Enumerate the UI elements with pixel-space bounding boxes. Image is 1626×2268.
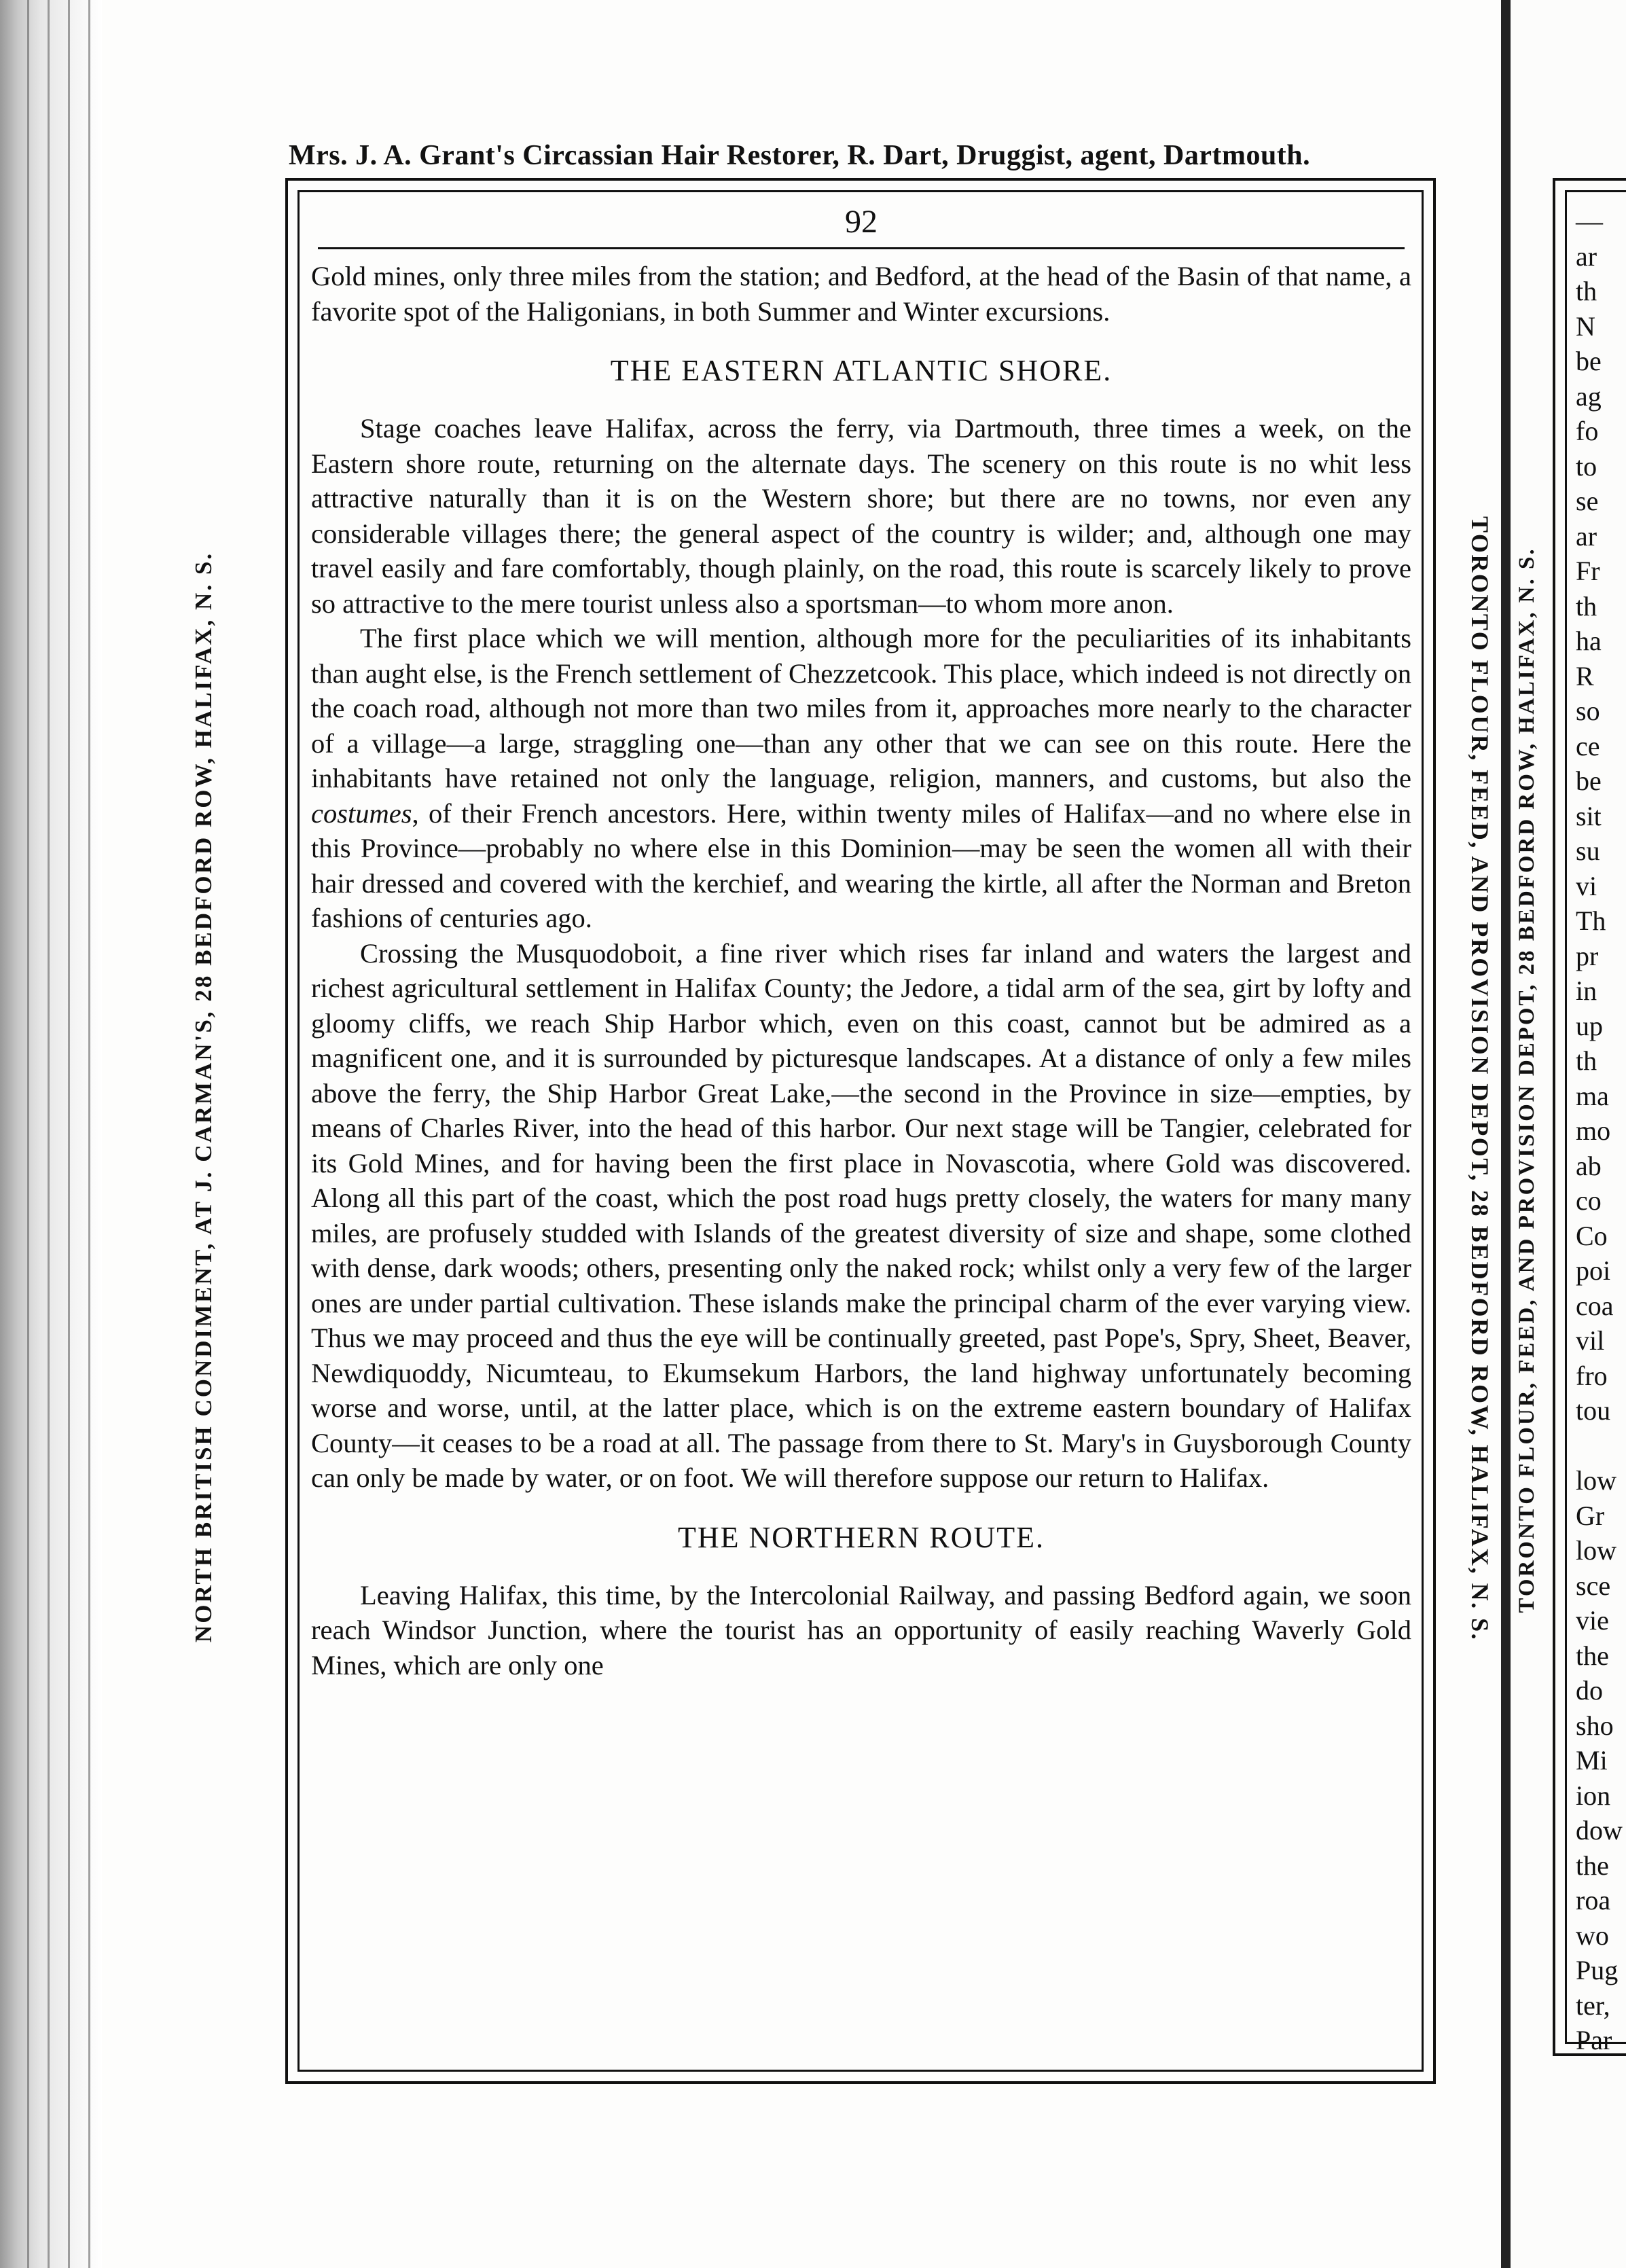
- adjacent-line-fragment: Mi: [1576, 1745, 1608, 1776]
- adjacent-line-fragment: ab: [1576, 1150, 1602, 1181]
- adjacent-line-fragment: in: [1576, 975, 1597, 1006]
- adjacent-line-fragment: sce: [1576, 1570, 1611, 1601]
- adjacent-line-fragment: co: [1576, 1185, 1602, 1216]
- adjacent-line-fragment: pr: [1576, 940, 1599, 971]
- adjacent-line-fragment: to: [1576, 450, 1597, 482]
- adjacent-line-fragment: mo: [1576, 1115, 1611, 1146]
- page-edge-line: [68, 0, 70, 2268]
- header-rule: [318, 247, 1405, 249]
- adjacent-line-fragment: ion: [1576, 1780, 1611, 1811]
- adjacent-line-fragment: fo: [1576, 416, 1599, 446]
- paragraph-chezzetcook: The first place which we will mention, although more for the peculiarities of its inhabitants than aught else, is the French settlement of Chezzetcook. This place, which indeed is not directly on the coach road, although not more than two miles from it, approaches more nearly to the character of a village—a large, straggling one—than any other that we can see on this route. Here the inhabitants have retained not only the language, religion, manners, and customs, but also the costumes, of their French ancestors. Here, within twenty miles of Halifax—and no where else in this Province—probably no where else in this Dominion—may be seen the women all with their hair dressed and covered with the kerchief, and wearing the kirtle, all after the Norman and Breton fashions of centuries ago.: [311, 623, 1411, 933]
- top-advertisement: Mrs. J. A. Grant's Circassian Hair Restorer, R. Dart, Druggist, agent, Dartmouth.: [289, 140, 1311, 171]
- page-edge-line: [88, 0, 90, 2268]
- adjacent-line-fragment: th: [1576, 590, 1597, 622]
- adjacent-line-fragment: roa: [1576, 1885, 1611, 1915]
- page-edge-line: [48, 0, 50, 2268]
- adjacent-line-fragment: R: [1576, 660, 1594, 691]
- adjacent-line-fragment: so: [1576, 696, 1600, 726]
- adjacent-line-fragment: se: [1576, 486, 1599, 516]
- adjacent-line-fragment: ar: [1576, 240, 1597, 272]
- adjacent-line-fragment: ag: [1576, 380, 1602, 412]
- adjacent-line-fragment: Fr: [1576, 556, 1600, 586]
- adjacent-line-fragment: ar: [1576, 520, 1597, 552]
- adjacent-line-fragment: the: [1576, 1640, 1609, 1671]
- adjacent-line-fragment: Th: [1576, 905, 1606, 936]
- page-content: [311, 197, 1411, 2058]
- adjacent-margin-advertisement: TORONTO FLOUR, FEED, AND PROVISION DEPOT, 28 BEDFORD ROW, HALIFAX, N. S.: [1515, 547, 1539, 1613]
- adjacent-line-fragment: do: [1576, 1675, 1603, 1706]
- adjacent-line-fragment: Co: [1576, 1220, 1608, 1251]
- adjacent-line-fragment: vil: [1576, 1325, 1605, 1356]
- adjacent-line-fragment: dow: [1576, 1815, 1623, 1846]
- adjacent-line-fragment: Pug: [1576, 1955, 1619, 1985]
- adjacent-line-fragment: Par: [1576, 2025, 1612, 2055]
- adjacent-line-fragment: vi: [1576, 870, 1597, 901]
- right-margin-advertisement: TORONTO FLOUR, FEED, AND PROVISION DEPOT, 28 BEDFORD ROW, HALIFAX, N. S.: [1466, 516, 1494, 1642]
- page-edge-line: [27, 0, 29, 2268]
- adjacent-line-fragment: low: [1576, 1535, 1616, 1566]
- adjacent-line-fragment: ter,: [1576, 1990, 1610, 2021]
- paragraph-leaving-halifax: Leaving Halifax, this time, by the Intercolonial Railway, and passing Bedford again, we soon reach Windsor Junction, where the tourist has an opportunity of easily reaching Waverly Gold Mines, which are only one: [311, 1579, 1411, 1680]
- page-number: 92: [845, 204, 878, 240]
- adjacent-line-fragment: Gr: [1576, 1500, 1605, 1531]
- adjacent-line-fragment: th: [1576, 1045, 1597, 1076]
- adjacent-line-fragment: low: [1576, 1465, 1616, 1496]
- adjacent-line-fragment: N: [1576, 310, 1595, 342]
- paragraph-musquodoboit: Crossing the Musquodoboit, a fine river which rises far inland and waters the largest and richest agricultural settlement in Halifax County; the Jedore, a tidal arm of the sea, girt by lofty and gloomy cliffs, we reach Ship Harbor which, even on this coast, cannot but be admired as a magnificent one, and it is surrounded by picturesque landscapes. At a distance of only a few miles above the ferry, the Ship Harbor Great Lake,—the second in the Province in size—empties, by means of Charles River, into the head of this harbor. Our next stage will be Tangier, celebrated for its Gold Mines, and for having been the first place in Novascotia, where Gold was discovered. Along all this part of the coast, which the post road hugs pretty closely, the waters for many many miles, are profusely studded with Islands of the greatest diversity of size and shape, some clothed with dense, dark woods; others, presenting only the naked rock; whilst only a very few of the larger ones are under partial cultivation. These islands make the principal charm of the ever varying view. Thus we may proceed and thus the eye will be continually greeted, past Pope's, Spry, Sheet, Beaver, Newdiquoddy, Nicumteau, to Ekumsekum Harbors, the land highway unfortunately becoming worse and worse, until, at the latter place, which is on the extreme eastern boundary of Halifax County—it ceases to be a road at all. The passage from there to St. Mary's in Guysborough County can only be made by water, or on foot. We will therefore suppose our return to Halifax.: [311, 937, 1411, 1493]
- adjacent-line-fragment: poi: [1576, 1255, 1611, 1286]
- book-page-edges: [0, 0, 102, 2268]
- left-margin-advertisement: NORTH BRITISH CONDIMENT, AT J. CARMAN'S, 28 BEDFORD ROW, HALIFAX, N. S.: [190, 551, 217, 1643]
- adjacent-line-fragment: sit: [1576, 800, 1602, 831]
- adjacent-line-fragment: ce: [1576, 730, 1600, 761]
- adjacent-line-fragment: —: [1576, 206, 1603, 236]
- adjacent-line-fragment: tou: [1576, 1395, 1611, 1426]
- section-heading-northern-route: THE NORTHERN ROUTE.: [677, 1520, 1045, 1554]
- adjacent-line-fragment: su: [1576, 835, 1600, 866]
- paragraph-continuation: Gold mines, only three miles from the station; and Bedford, at the head of the Basin of that name, a favorite spot of the Haligonians, in both Summer and Winter excursions.: [311, 261, 1411, 327]
- paragraph-stage-coaches: Stage coaches leave Halifax, across the ferry, via Dartmouth, three times a week, on the Eastern shore route, returning on the alternate days. The scenery on this route is no whit less attractive naturally than it is on the Western shore; but there are no towns, nor even any considerable villages there; the general aspect of the country is wilder; and, although one may travel easily and fare comfortably, though plainly, on the road, this route is scarcely likely to prove so attractive to the mere tourist unless also a sportsman—to whom more anon.: [311, 413, 1411, 619]
- adjacent-line-fragment: coa: [1576, 1290, 1614, 1321]
- adjacent-line-fragment: be: [1576, 766, 1602, 796]
- adjacent-line-fragment: sho: [1576, 1710, 1614, 1741]
- adjacent-line-fragment: be: [1576, 346, 1602, 376]
- adjacent-line-fragment: vie: [1576, 1605, 1609, 1636]
- adjacent-line-fragment: ha: [1576, 626, 1602, 656]
- adjacent-line-fragment: wo: [1576, 1920, 1609, 1951]
- section-heading-eastern-shore: THE EASTERN ATLANTIC SHORE.: [610, 354, 1113, 387]
- binding-gutter: [1501, 0, 1511, 2268]
- adjacent-line-fragment: fro: [1576, 1360, 1608, 1391]
- adjacent-line-fragment: up: [1576, 1010, 1603, 1041]
- emphasized-word: costumes: [311, 797, 412, 829]
- adjacent-line-fragment: [1576, 1428, 1626, 1464]
- adjacent-page-text-fragments: [1576, 204, 1626, 2058]
- adjacent-line-fragment: the: [1576, 1850, 1609, 1881]
- adjacent-line-fragment: ma: [1576, 1080, 1609, 1111]
- adjacent-line-fragment: th: [1576, 276, 1597, 306]
